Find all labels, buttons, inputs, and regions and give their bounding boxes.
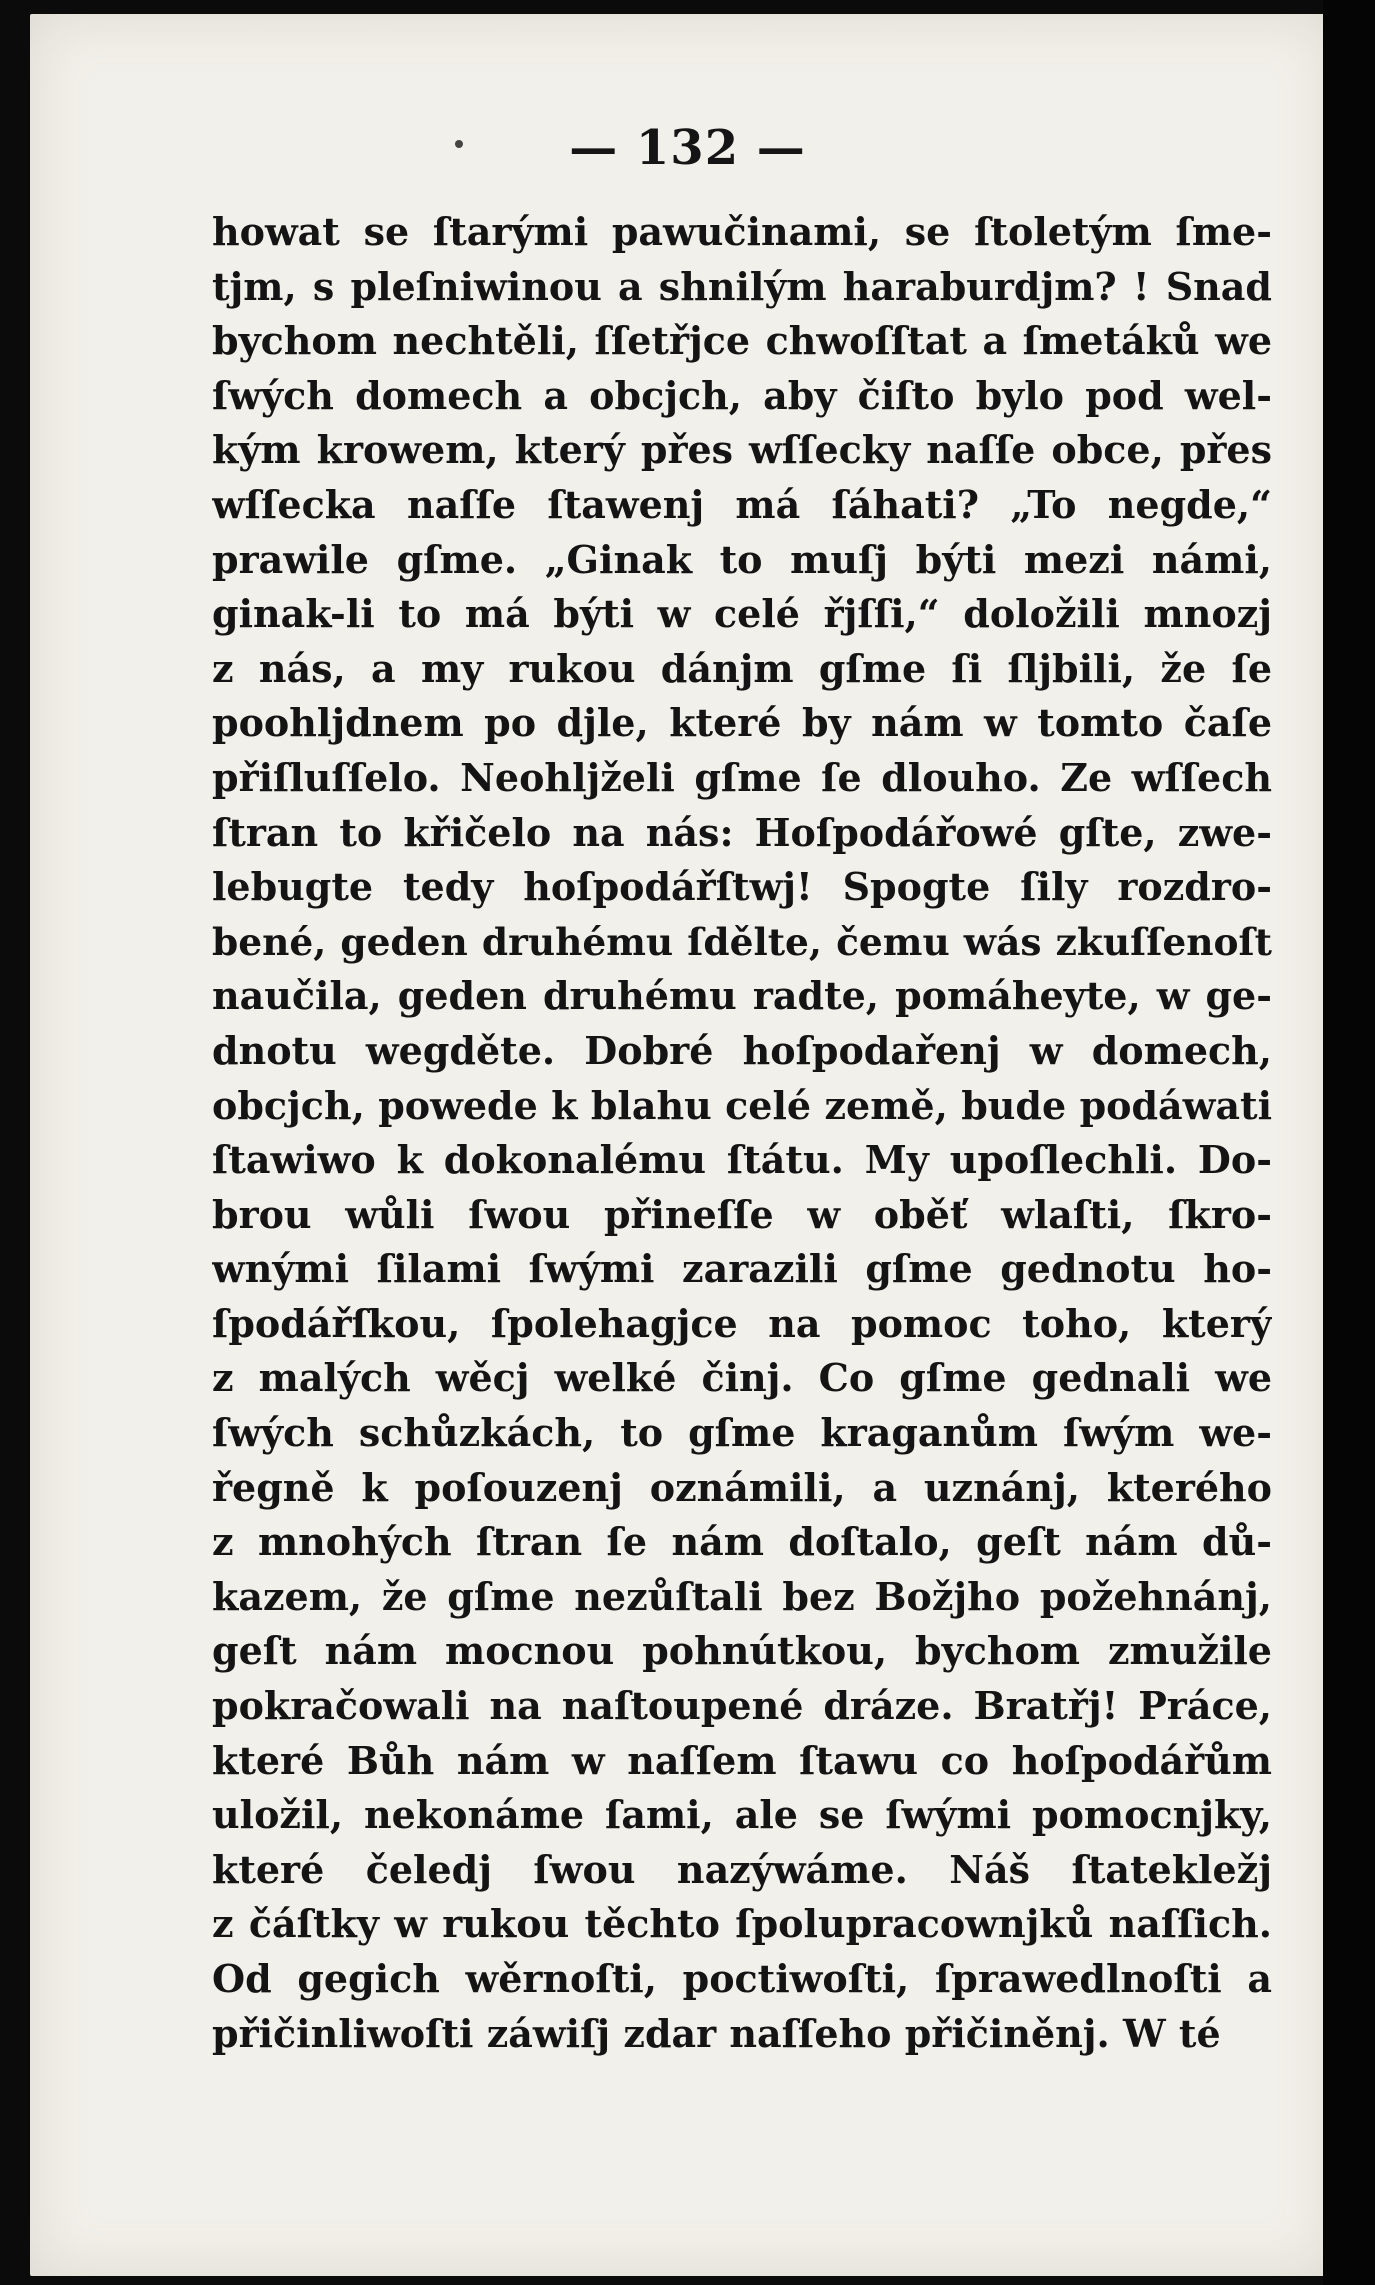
text-line: z nás, a my rukou dánjm gſme ſi ſljbili, že ſe — [212, 645, 1272, 691]
text-line: wſſecka naſſe ſtawenj má ſáhati? „To negde,“ — [212, 481, 1272, 527]
text-line: lebugte tedy hoſpodářſtwj! Spogte ſily rozdro- — [212, 864, 1272, 910]
page-number: — 132 — — [569, 120, 806, 176]
text-line: ſwých schůzkách, to gſme kraganům ſwým we- — [212, 1410, 1272, 1456]
text-line: tjm, s pleſniwinou a shnilým haraburdjm? ! Snad — [212, 263, 1272, 309]
text-line: bené, geden druhému ſdělte, čemu wás zkuſſenoſt — [212, 919, 1272, 964]
text-line: ſtawiwo k dokonalému ſtátu. My upoſlechli. Do- — [212, 1137, 1272, 1183]
text-line: poohljdnem po djle, které by nám w tomto čaſe — [212, 700, 1272, 746]
body-text — [212, 205, 1272, 2061]
text-line: ſwých domech a obcjch, aby čiſto bylo pod wel- — [212, 372, 1272, 418]
text-line: obcjch, powede k blahu celé země, bude podáwati — [212, 1082, 1272, 1128]
scan-edge — [1323, 0, 1375, 2285]
text-line: které Bůh nám w naſſem ſtawu co hoſpodářům — [212, 1737, 1272, 1783]
text-line: ſpodářſkou, ſpolehagjce na pomoc toho, který — [212, 1300, 1272, 1346]
text-line: bychom nechtěli, ſſetřjce chwoſſtat a ſmetáků we — [212, 318, 1272, 364]
text-line: geſt nám mocnou pohnútkou, bychom zmužile — [212, 1628, 1272, 1674]
text-line: naučila, geden druhému radte, pomáheyte, w ge- — [212, 973, 1272, 1019]
text-line: ginak-li to má býti w celé řjſſi,“ doložili mnozj — [212, 591, 1272, 637]
text-line: z mnohých ſtran ſe nám doſtalo, geſt nám dů- — [212, 1519, 1272, 1565]
text-line: z čáſtky w rukou těchto ſpolupracownjků naſſich. — [212, 1901, 1272, 1947]
text-line: z malých wěcj welké činj. Co gſme gednali we — [212, 1355, 1272, 1401]
text-line: howat se ſtarými pawučinami, se ſtoletým ſme- — [212, 209, 1272, 254]
text-line: kým krowem, který přes wſſecky naſſe obce, přes — [212, 427, 1272, 473]
text-line: pokračowali na naſtoupené dráze. Bratřj! Práce, — [212, 1683, 1272, 1729]
text-line: přičinliwoſti záwiſj zdar naſſeho přičiněnj. W té — [212, 2010, 1221, 2056]
text-line: dnotu wegděte. Dobré hoſpodařenj w domech, — [212, 1027, 1272, 1073]
text-line: wnými ſilami ſwými zarazili gſme gednotu ho- — [212, 1246, 1272, 1292]
text-line: přiſluſſelo. Neohljželi gſme ſe dlouho. Ze wſſech — [212, 754, 1272, 800]
text-line: které čeledj ſwou nazýwáme. Náš ſtatekležj — [212, 1846, 1272, 1892]
text-line: Od gegich wěrnoſti, poctiwoſti, ſprawedlnoſti a — [212, 1956, 1272, 2001]
text-line: řegně k poſouzenj oznámili, a uznánj, kterého — [212, 1464, 1272, 1510]
text-line: prawile gſme. „Ginak to muſj býti mezi námi, — [212, 536, 1272, 582]
text-line: uložil, nekonáme ſami, ale se ſwými pomocnjky, — [212, 1792, 1272, 1838]
text-line: kazem, že gſme nezůſtali bez Božjho požehnánj, — [212, 1573, 1272, 1619]
text-line: ſtran to křičelo na nás: Hoſpodářowé gſte, zwe- — [212, 809, 1272, 855]
text-line: brou wůli ſwou přineſſe w oběť wlaſti, ſkro- — [212, 1191, 1272, 1237]
